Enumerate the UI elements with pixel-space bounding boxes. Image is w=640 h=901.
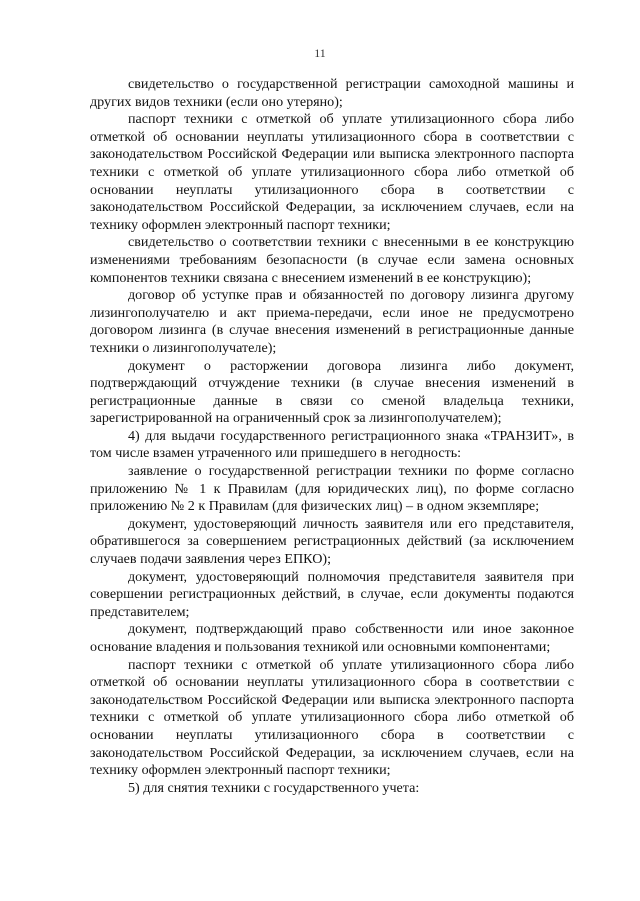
paragraph: документ, удостоверяющий личность заявителя или его представителя, обратившегося за совершением регистрационных действий (за исключением случаев подачи заявления через ЕПКО); (90, 515, 574, 568)
paragraph: договор об уступке прав и обязанностей по договору лизинга другому лизингополучателю и акт приема-передачи, если иное не предусмотрено договором лизинга (в случае внесения изменений в регистрационные данные техники о лизингополучателе); (90, 287, 574, 356)
paragraph: документ о расторжении договора лизинга либо документ, подтверждающий отчуждение техники (в случае внесения изменений в регистрационные данные в связи со сменой владельца техники, зарегистрированной на ограниченный срок за лизингополучателем); (90, 357, 574, 427)
paragraph: паспорт техники с отметкой об уплате утилизационного сбора либо отметкой об основании неуплаты утилизационного сбора в соответствии с законодательством Российской Федерации или выписка электронного паспорта техники с отметкой об уплате утилизационного сбора либо отметкой об основании неуплаты утилизационного сбора в соответствии с законодательством Российской Федерации, за исключением случаев, если на технику оформлен электронный паспорт техники; (90, 656, 574, 779)
paragraph: паспорт техники с отметкой об уплате утилизационного сбора либо отметкой об основании неуплаты утилизационного сбора в соответствии с законодательством Российской Федерации или выписка электронного паспорта техники с отметкой об уплате утилизационного сбора либо отметкой об основании неуплаты утилизационного сбора в соответствии с законодательством Российской Федерации, за исключением случаев, если на технику оформлен электронный паспорт техники; (90, 111, 574, 233)
document-body (90, 76, 574, 797)
paragraph: документ, удостоверяющий полномочия представителя заявителя при совершении регистрационных действий, в случае, если документы подаются представителем; (90, 568, 574, 620)
paragraph: 5) для снятия техники с государственного учета: (128, 779, 420, 796)
paragraph: 4) для выдачи государственного регистрационного знака «ТРАНЗИТ», в том числе взамен утраченного или пришедшего в негодность: (90, 427, 574, 462)
page-number: 11 (314, 46, 326, 60)
paragraph: свидетельство о соответствии техники с внесенными в ее конструкцию изменениями требованиям безопасности (в случае если замена основных компонентов техники связана с внесением изменений в ее конструкцию); (90, 234, 574, 286)
paragraph: документ, подтверждающий право собственности или иное законное основание владения и пользования техникой или основными компонентами; (90, 621, 574, 655)
paragraph: свидетельство о государственной регистрации самоходной машины и других видов техники (если оно утеряно); (90, 76, 574, 110)
paragraph: заявление о государственной регистрации техники по форме согласно приложению № 1 к Правилам (для юридических лиц), по форме согласно приложению № 2 к Правилам (для физических лиц) – в одном экземпляре; (90, 463, 574, 515)
